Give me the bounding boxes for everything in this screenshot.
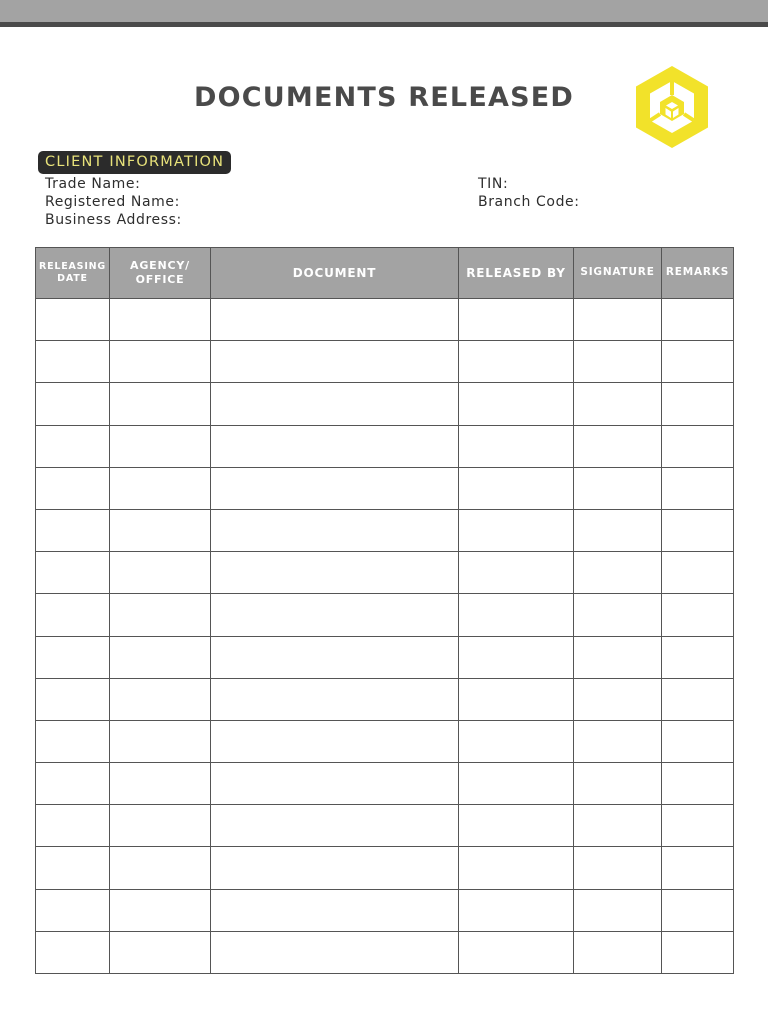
- signature-cell[interactable]: [574, 805, 662, 847]
- agency-office-cell[interactable]: [110, 383, 211, 425]
- agency-office-cell[interactable]: [110, 467, 211, 509]
- remarks-cell[interactable]: [662, 425, 734, 467]
- table-header-row: [36, 248, 734, 299]
- released-by-cell[interactable]: [459, 889, 574, 931]
- documents-released-table: [35, 247, 734, 974]
- table-row: [36, 383, 734, 425]
- agency-office-cell[interactable]: [110, 763, 211, 805]
- remarks-cell[interactable]: [662, 931, 734, 973]
- releasing-date-cell[interactable]: [36, 552, 110, 594]
- document-cell[interactable]: [211, 889, 459, 931]
- agency-office-cell[interactable]: [110, 425, 211, 467]
- agency-office-cell[interactable]: [110, 509, 211, 551]
- remarks-cell[interactable]: [662, 594, 734, 636]
- top-divider-line: [0, 22, 768, 27]
- column-header-remarks: REMARKS: [662, 248, 734, 299]
- column-header-signature: SIGNATURE: [574, 248, 662, 299]
- remarks-cell[interactable]: [662, 720, 734, 762]
- agency-office-cell[interactable]: [110, 594, 211, 636]
- document-cell[interactable]: [211, 594, 459, 636]
- released-by-cell[interactable]: [459, 552, 574, 594]
- branch-code-label: Branch Code:: [478, 194, 580, 210]
- client-information-badge: CLIENT INFORMATION: [38, 151, 231, 174]
- releasing-date-cell[interactable]: [36, 509, 110, 551]
- releasing-date-cell[interactable]: [36, 763, 110, 805]
- column-header-document: DOCUMENT: [211, 248, 459, 299]
- table-row: [36, 889, 734, 931]
- agency-office-cell[interactable]: [110, 847, 211, 889]
- column-header-released-by: RELEASED BY: [459, 248, 574, 299]
- signature-cell[interactable]: [574, 889, 662, 931]
- document-cell[interactable]: [211, 552, 459, 594]
- signature-cell[interactable]: [574, 720, 662, 762]
- signature-cell[interactable]: [574, 341, 662, 383]
- released-by-cell[interactable]: [459, 509, 574, 551]
- released-by-cell[interactable]: [459, 636, 574, 678]
- remarks-cell[interactable]: [662, 383, 734, 425]
- table-row: [36, 509, 734, 551]
- released-by-cell[interactable]: [459, 383, 574, 425]
- registered-name-label: Registered Name:: [45, 194, 180, 210]
- column-header-releasing-date: RELEASING DATE: [36, 248, 110, 299]
- released-by-cell[interactable]: [459, 299, 574, 341]
- document-cell[interactable]: [211, 341, 459, 383]
- agency-office-cell[interactable]: [110, 678, 211, 720]
- document-cell[interactable]: [211, 720, 459, 762]
- remarks-cell[interactable]: [662, 805, 734, 847]
- remarks-cell[interactable]: [662, 552, 734, 594]
- table-row: [36, 763, 734, 805]
- top-band: [0, 0, 768, 22]
- released-by-cell[interactable]: [459, 341, 574, 383]
- document-cell[interactable]: [211, 509, 459, 551]
- releasing-date-cell[interactable]: [36, 847, 110, 889]
- releasing-date-cell[interactable]: [36, 636, 110, 678]
- document-cell[interactable]: [211, 636, 459, 678]
- table-row: [36, 678, 734, 720]
- table-body: [36, 299, 734, 974]
- releasing-date-cell[interactable]: [36, 805, 110, 847]
- remarks-cell[interactable]: [662, 636, 734, 678]
- releasing-date-cell[interactable]: [36, 383, 110, 425]
- agency-office-cell[interactable]: [110, 720, 211, 762]
- released-by-cell[interactable]: [459, 425, 574, 467]
- agency-office-cell[interactable]: [110, 636, 211, 678]
- releasing-date-cell[interactable]: [36, 720, 110, 762]
- document-cell[interactable]: [211, 847, 459, 889]
- remarks-cell[interactable]: [662, 509, 734, 551]
- signature-cell[interactable]: [574, 763, 662, 805]
- remarks-cell[interactable]: [662, 299, 734, 341]
- releasing-date-cell[interactable]: [36, 299, 110, 341]
- remarks-cell[interactable]: [662, 341, 734, 383]
- signature-cell[interactable]: [574, 552, 662, 594]
- agency-office-cell[interactable]: [110, 299, 211, 341]
- table-row: [36, 467, 734, 509]
- signature-cell[interactable]: [574, 678, 662, 720]
- agency-office-cell[interactable]: [110, 889, 211, 931]
- document-cell[interactable]: [211, 805, 459, 847]
- table-row: [36, 720, 734, 762]
- table-row: [36, 341, 734, 383]
- document-cell[interactable]: [211, 425, 459, 467]
- agency-office-cell[interactable]: [110, 805, 211, 847]
- releasing-date-cell[interactable]: [36, 341, 110, 383]
- table-row: [36, 931, 734, 973]
- tin-label: TIN:: [478, 176, 509, 192]
- document-cell[interactable]: [211, 299, 459, 341]
- agency-office-cell[interactable]: [110, 552, 211, 594]
- released-by-cell[interactable]: [459, 847, 574, 889]
- signature-cell[interactable]: [574, 594, 662, 636]
- signature-cell[interactable]: [574, 509, 662, 551]
- agency-office-cell[interactable]: [110, 931, 211, 973]
- signature-cell[interactable]: [574, 931, 662, 973]
- releasing-date-cell[interactable]: [36, 594, 110, 636]
- released-by-cell[interactable]: [459, 763, 574, 805]
- agency-office-cell[interactable]: [110, 341, 211, 383]
- signature-cell[interactable]: [574, 299, 662, 341]
- document-cell[interactable]: [211, 931, 459, 973]
- document-cell[interactable]: [211, 383, 459, 425]
- remarks-cell[interactable]: [662, 763, 734, 805]
- table-row: [36, 847, 734, 889]
- released-by-cell[interactable]: [459, 720, 574, 762]
- table-row: [36, 425, 734, 467]
- hexagon-cube-logo-icon: [632, 66, 712, 148]
- document-cell[interactable]: [211, 678, 459, 720]
- table-row: [36, 594, 734, 636]
- business-address-label: Business Address:: [45, 212, 182, 228]
- column-header-agency-office: AGENCY/ OFFICE: [110, 248, 211, 299]
- remarks-cell[interactable]: [662, 678, 734, 720]
- page-title: DOCUMENTS RELEASED: [194, 82, 574, 113]
- remarks-cell[interactable]: [662, 889, 734, 931]
- table-row: [36, 552, 734, 594]
- signature-cell[interactable]: [574, 425, 662, 467]
- releasing-date-cell[interactable]: [36, 425, 110, 467]
- signature-cell[interactable]: [574, 467, 662, 509]
- released-by-cell[interactable]: [459, 805, 574, 847]
- releasing-date-cell[interactable]: [36, 889, 110, 931]
- table-row: [36, 636, 734, 678]
- signature-cell[interactable]: [574, 383, 662, 425]
- document-cell[interactable]: [211, 763, 459, 805]
- remarks-cell[interactable]: [662, 847, 734, 889]
- released-by-cell[interactable]: [459, 678, 574, 720]
- table-row: [36, 805, 734, 847]
- releasing-date-cell[interactable]: [36, 931, 110, 973]
- table-row: [36, 299, 734, 341]
- document-cell[interactable]: [211, 467, 459, 509]
- releasing-date-cell[interactable]: [36, 467, 110, 509]
- released-by-cell[interactable]: [459, 931, 574, 973]
- signature-cell[interactable]: [574, 847, 662, 889]
- signature-cell[interactable]: [574, 636, 662, 678]
- released-by-cell[interactable]: [459, 467, 574, 509]
- remarks-cell[interactable]: [662, 467, 734, 509]
- released-by-cell[interactable]: [459, 594, 574, 636]
- trade-name-label: Trade Name:: [45, 176, 141, 192]
- releasing-date-cell[interactable]: [36, 678, 110, 720]
